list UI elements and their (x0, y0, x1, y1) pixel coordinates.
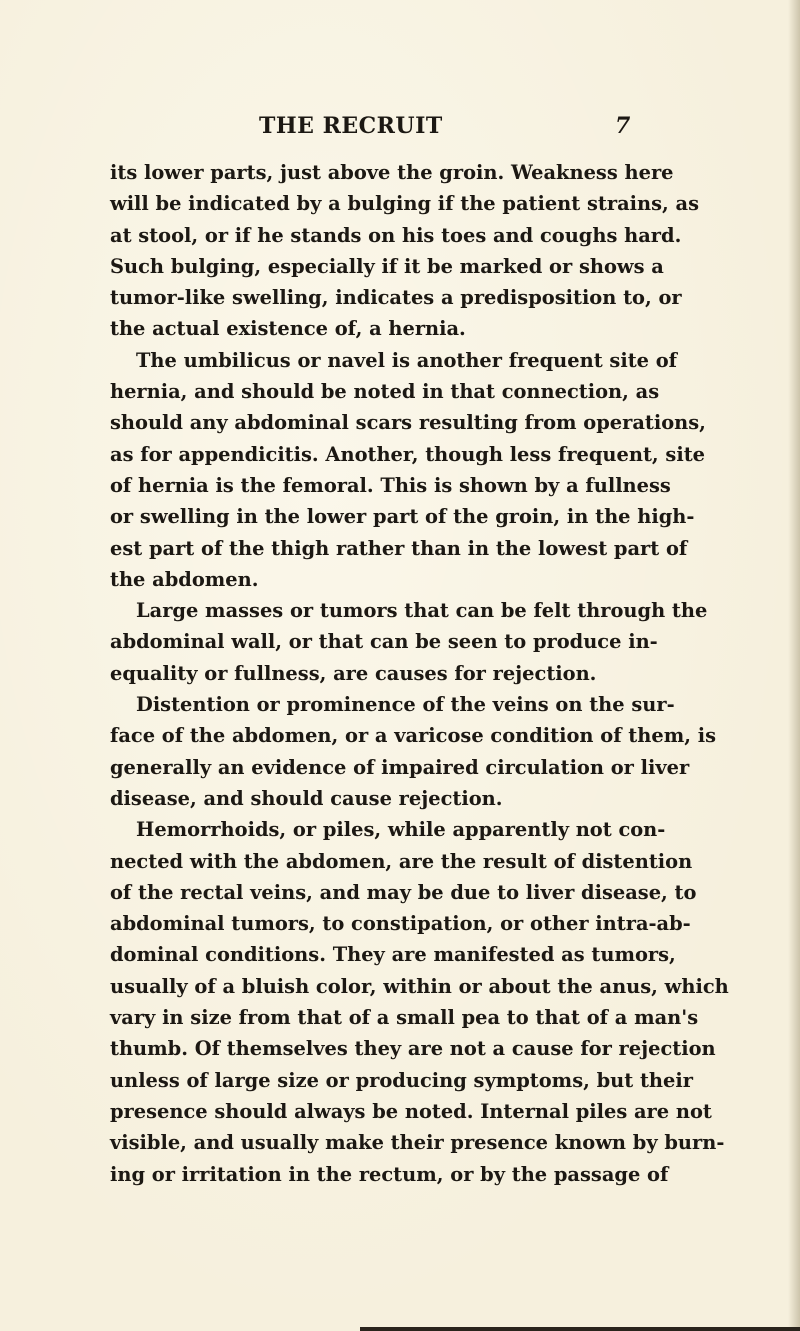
text-line: est part of the thigh rather than in the lowest part of (110, 536, 688, 560)
text-line: visible, and usually make their presence known by burn- (110, 1131, 725, 1155)
text-line: The umbilicus or navel is another frequent site of (136, 348, 678, 372)
text-line: Distention or prominence of the veins on the sur- (136, 693, 675, 717)
text-line: Large masses or tumors that can be felt through the (136, 599, 708, 623)
text-line: abdominal tumors, to constipation, or other intra-ab- (110, 912, 691, 936)
text-line: at stool, or if he stands on his toes and coughs hard. (110, 223, 682, 247)
text-line: unless of large size or producing symptoms, but their (110, 1068, 693, 1092)
page-number: 7 (615, 113, 631, 139)
text-line: equality or fullness, are causes for rejection. (110, 661, 597, 685)
text-line: abdominal wall, or that can be seen to produce in- (110, 630, 658, 654)
text-line: of the rectal veins, and may be due to liver disease, to (110, 880, 697, 904)
text-line: vary in size from that of a small pea to that of a man's (110, 1006, 699, 1030)
text-line: dominal conditions. They are manifested as tumors, (110, 943, 676, 967)
text-line: tumor-like swelling, indicates a predisposition to, or (110, 286, 682, 310)
text-line: nected with the abdomen, are the result of distention (110, 849, 693, 873)
text-line: or swelling in the lower part of the groin, in the high- (110, 505, 695, 529)
text-line: usually of a bluish color, within or about the anus, which (110, 974, 729, 998)
text-line: face of the abdomen, or a varicose condition of them, is (110, 724, 716, 748)
text-line: disease, and should cause rejection. (110, 786, 503, 810)
page-edge-shadow (788, 0, 800, 1331)
text-line: its lower parts, just above the groin. Weakness here (110, 161, 674, 184)
text-line: hernia, and should be noted in that connection, as (110, 380, 660, 404)
text-line: the actual existence of, a hernia. (110, 317, 466, 341)
text-line: presence should always be noted. Internal piles are not (110, 1099, 712, 1123)
text-line: as for appendicitis. Another, though less frequent, site (110, 442, 706, 466)
text-line: the abdomen. (110, 567, 259, 591)
body-text (110, 157, 729, 1190)
running-title: THE RECRUIT (259, 113, 443, 139)
page-bottom-edge (360, 1327, 800, 1331)
text-line: Hemorrhoids, or piles, while apparently not con- (136, 818, 666, 842)
text-line: ing or irritation in the rectum, or by the passage of (110, 1162, 669, 1186)
text-line: thumb. Of themselves they are not a cause for rejection (110, 1037, 716, 1061)
text-line: Such bulging, especially if it be marked or shows a (110, 254, 664, 278)
text-line: should any abdominal scars resulting from operations, (110, 411, 706, 435)
running-head (0, 113, 800, 143)
text-line: will be indicated by a bulging if the patient strains, as (110, 192, 699, 216)
text-line: generally an evidence of impaired circulation or liver (110, 755, 690, 779)
text-line: of hernia is the femoral. This is shown by a fullness (110, 473, 671, 497)
